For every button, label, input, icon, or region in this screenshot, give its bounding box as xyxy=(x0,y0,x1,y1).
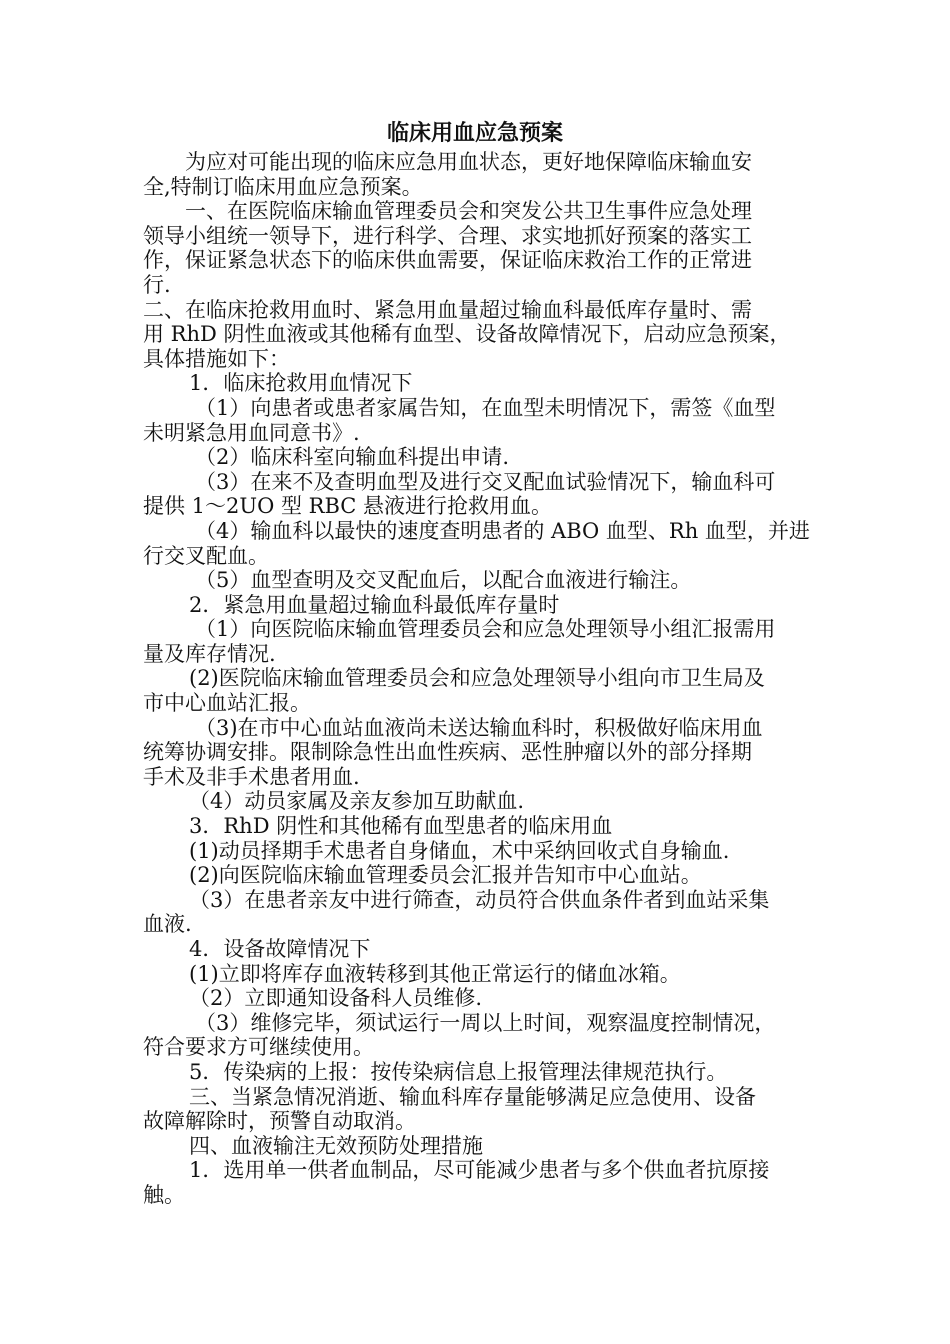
text-line: 一、在医院临床输血管理委员会和突发公共卫生事件应急处理 xyxy=(185,199,752,224)
text-line: 故障解除时，预警自动取消。 xyxy=(143,1109,416,1134)
text-line: （2）临床科室向输血科提出申请. xyxy=(195,445,510,470)
text-line: （2）立即通知设备科人员维修. xyxy=(189,986,483,1011)
text-line: 用 RhD 阴性血液或其他稀有血型、设备故障情况下，启动应急预案， xyxy=(143,322,791,347)
text-line: 4．设备故障情况下 xyxy=(189,937,371,961)
text-line: 作，保证紧急状态下的临床供血需要，保证临床救治工作的正常进 xyxy=(143,248,752,273)
text-line: 为应对可能出现的临床应急用血状态，更好地保障临床输血安 xyxy=(185,150,752,174)
text-line: （3)在市中心血站血液尚未送达输血科时，积极做好临床用血 xyxy=(195,715,763,740)
text-line: （1）向医院临床输血管理委员会和应急处理领导小组汇报需用 xyxy=(195,617,776,642)
text-line: 领导小组统一领导下，进行科学、合理、求实地抓好预案的落实工 xyxy=(143,223,752,248)
text-line: (1)动员择期手术患者自身储血，术中采纳回收式自身输血. xyxy=(189,838,730,863)
text-line: 触。 xyxy=(143,1182,185,1207)
text-line: 提供 1～2UO 型 RBC 悬液进行抢救用血。 xyxy=(143,494,553,519)
text-line: 具体措施如下： xyxy=(143,346,290,371)
text-line: 血液. xyxy=(143,912,192,937)
text-line: （4）动员家属及亲友参加互助献血. xyxy=(189,789,525,814)
text-line: 量及库存情况. xyxy=(143,641,276,666)
text-line: 1．临床抢救用血情况下 xyxy=(189,371,413,396)
text-line: (2)向医院临床输血管理委员会汇报并告知市中心血站。 xyxy=(189,863,702,888)
text-line: （3）维修完毕，须试运行一周以上时间，观察温度控制情况， xyxy=(195,1010,776,1035)
text-line: （1）向患者或患者家属告知，在血型未明情况下，需签《血型 xyxy=(195,395,776,420)
text-line: (1)立即将库存血液转移到其他正常运行的储血冰箱。 xyxy=(189,961,681,986)
text-line: 未明紧急用血同意书》. xyxy=(143,420,360,445)
text-line: 统筹协调安排。限制除急性出血性疾病、恶性肿瘤以外的部分择期 xyxy=(143,740,752,765)
text-line: 二、在临床抢救用血时、紧急用血量超过输血科最低库存量时、需 xyxy=(143,297,752,322)
text-line: 三、当紧急情况消逝、输血科库存量能够满足应急使用、设备 xyxy=(189,1084,756,1109)
text-line: 5．传染病的上报：按传染病信息上报管理法律规范执行。 xyxy=(189,1059,728,1084)
text-line: （5）血型查明及交叉配血后，以配合血液进行输注。 xyxy=(195,568,692,593)
text-line: 3．RhD 阴性和其他稀有血型患者的临床用血 xyxy=(189,814,613,839)
document-title: 临床用血应急预案 xyxy=(386,120,563,146)
text-line: （4）输血科以最快的速度查明患者的 ABO 血型、Rh 血型，并进 xyxy=(195,518,810,543)
text-line: 2．紧急用血量超过输血科最低库存量时 xyxy=(189,592,560,617)
text-line: 四、血液输注无效预防处理措施 xyxy=(189,1133,483,1158)
text-line: (2)医院临床输血管理委员会和应急处理领导小组向市卫生局及 xyxy=(189,666,765,691)
text-line: 行. xyxy=(143,272,171,297)
text-line: 符合要求方可继续使用。 xyxy=(143,1035,374,1060)
text-line: 行交叉配血。 xyxy=(143,543,269,568)
text-line: 手术及非手术患者用血. xyxy=(143,764,360,789)
text-line: 市中心血站汇报。 xyxy=(143,691,311,716)
document-body xyxy=(143,150,818,1208)
text-line: 1．选用单一供者血制品，尽可能减少患者与多个供血者抗原接 xyxy=(189,1158,770,1183)
text-line: 全,特制订临床用血应急预案。 xyxy=(143,174,423,199)
text-line: （3）在来不及查明血型及进行交叉配血试验情况下，输血科可 xyxy=(195,469,776,494)
text-line: （3）在患者亲友中进行筛查，动员符合供血条件者到血站采集 xyxy=(189,887,770,912)
